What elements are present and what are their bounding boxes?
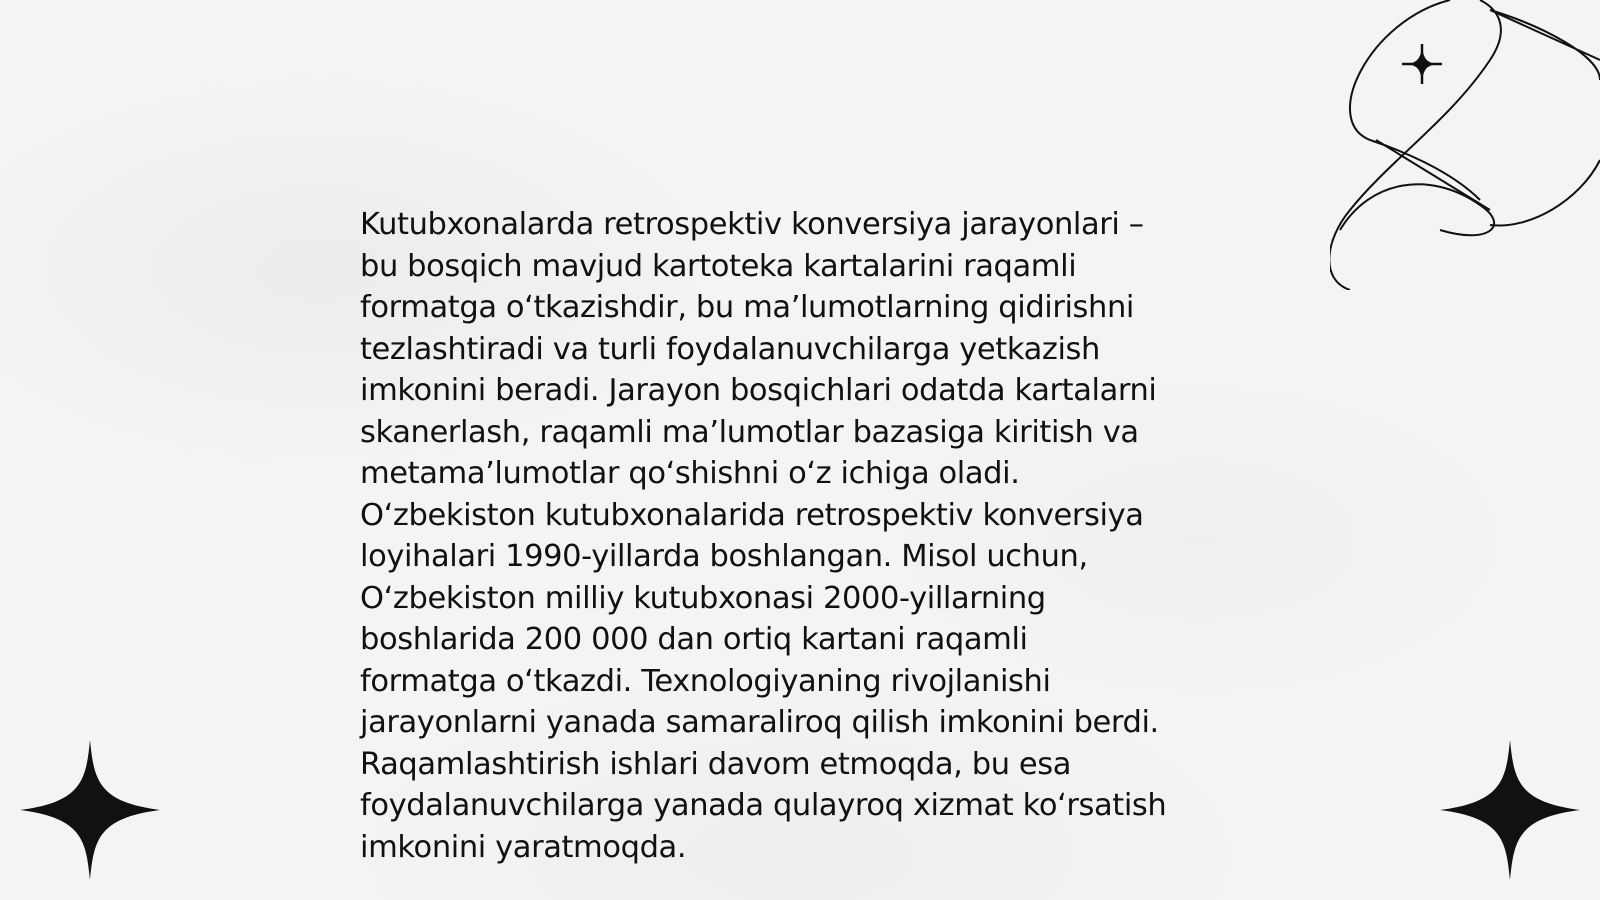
orbit-sparkle-icon — [1330, 0, 1600, 290]
paragraph-line: foydalanuvchilarga yanada qulayroq xizmat ko‘rsatish — [360, 788, 1167, 823]
paragraph-line: jarayonlarni yanada samaraliroq qilish imkonini berdi. — [360, 705, 1159, 740]
paragraph-line: boshlarida 200 000 dan ortiq kartani raqamli — [360, 622, 1028, 657]
paragraph-line: metama’lumotlar qo‘shishni o‘z ichiga oladi. — [360, 456, 1020, 491]
paragraph-line: imkonini yaratmoqda. — [360, 829, 687, 865]
paragraph-line: skanerlash, raqamli ma’lumotlar bazasiga kiritish va — [360, 414, 1139, 450]
paragraph-line: tezlashtiradi va turli foydalanuvchilarga yetkazish — [360, 331, 1100, 367]
body-paragraph — [360, 204, 1260, 868]
paragraph-line: Raqamlashtirish ishlari davom etmoqda, bu esa — [360, 746, 1072, 782]
paragraph-line: O‘zbekiston kutubxonalarida retrospektiv konversiya — [360, 497, 1144, 533]
four-point-star-icon — [1440, 740, 1580, 880]
paragraph-line: bu bosqich mavjud kartoteka kartalarini raqamli — [360, 248, 1077, 284]
paragraph-line: Kutubxonalarda retrospektiv konversiya jarayonlari – — [360, 207, 1144, 242]
paragraph-line: formatga o‘tkazdi. Texnologiyaning rivojlanishi — [360, 663, 1051, 699]
paragraph-line: O‘zbekiston milliy kutubxonasi 2000-yillarning — [360, 580, 1046, 616]
paragraph-line: formatga o‘tkazishdir, bu ma’lumotlarning qidirishni — [360, 290, 1134, 325]
four-point-star-icon — [20, 740, 160, 880]
paragraph-line: loyihalari 1990-yillarda boshlangan. Misol uchun, — [360, 539, 1088, 574]
paragraph-line: imkonini beradi. Jarayon bosqichlari odatda kartalarni — [360, 373, 1157, 408]
